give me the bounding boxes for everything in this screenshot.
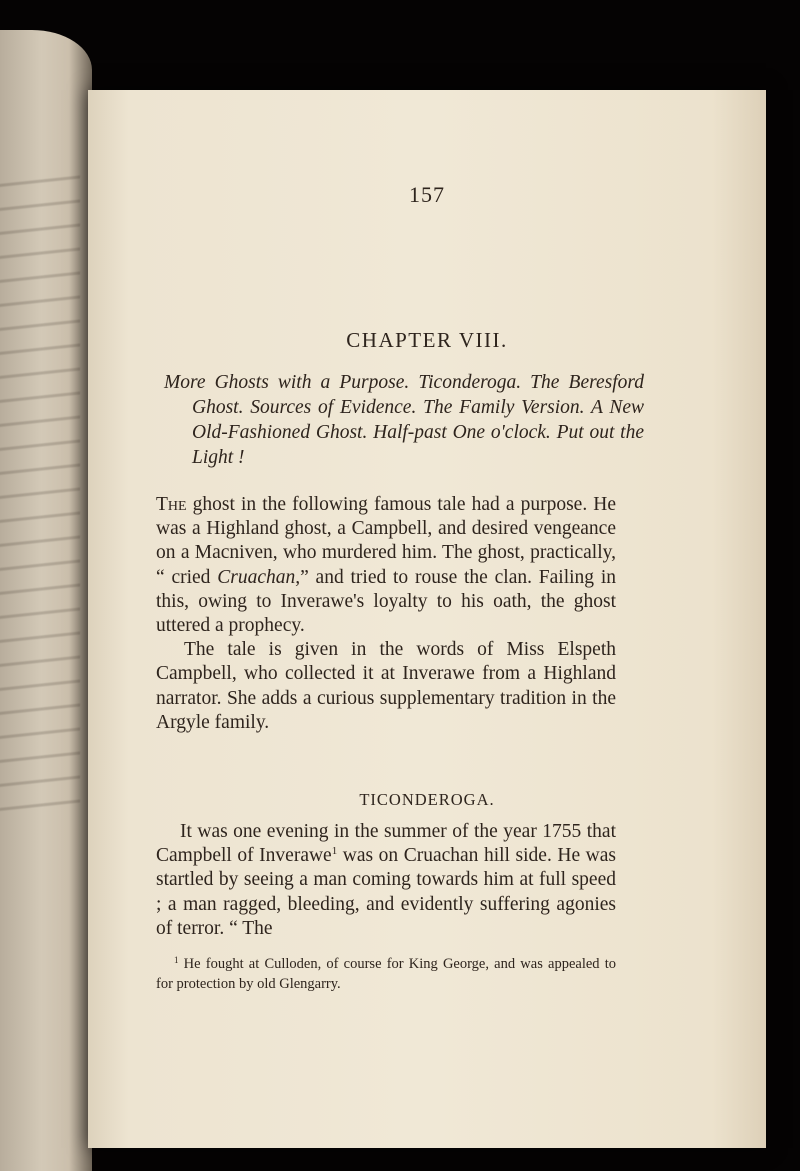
paragraph-1-text: ghost in the following famous tale had a purpose. He was a Highland ghost, a Campbell, and desired vengeance on a Macniven, who murdered him. The ghost, practically, “ cried <box>156 494 616 588</box>
section-paragraph-start: It was one evening in the summer of the year 1755 that Campbell of Inverawe <box>156 821 616 867</box>
footnote-text: He fought at Culloden, of course for King George, and was appealed to for protection by old Glengarry. <box>156 956 616 992</box>
facing-page-text-blur <box>0 175 80 824</box>
facing-page-edge <box>0 30 92 1171</box>
footnote-number: 1 <box>174 955 179 965</box>
chapter-summary: More Ghosts with a Purpose. Ticonderoga. The Beresford Ghost. Sources of Evidence. The Family Version. A New Old-Fashioned Ghost. Half-past One o'clock. Put out the Light ! <box>164 372 644 468</box>
footnote <box>156 954 616 994</box>
paragraph-lead-word: The <box>156 494 187 515</box>
body-text <box>156 493 616 735</box>
footnote-reference: 1 <box>331 845 338 858</box>
section-paragraph <box>156 820 616 941</box>
section-heading: TICONDEROGA. <box>359 790 495 809</box>
paragraph-1 <box>156 493 616 638</box>
chapter-title: CHAPTER VIII. <box>346 328 508 352</box>
section-paragraph-end: was on Cruachan hill side. He was startled by seeing a man coming towards him at full speed ; a man ragged, bleeding, and evidently suffering agonies of terror. “ The <box>156 845 616 939</box>
cruachan-italic: Cruachan, <box>217 566 301 588</box>
paragraph-1-end: ” and tried to rouse the clan. Failing in this, owing to Inverawe's loyalty to his oath, the ghost uttered a prophecy. <box>156 566 616 637</box>
paragraph-2: The tale is given in the words of Miss Elspeth Campbell, who collected it at Inverawe from a Highland narrator. She adds a curious supplementary tradition in the Argyle family. <box>156 639 616 733</box>
page-number: 157 <box>409 182 445 207</box>
book-page <box>88 90 766 1148</box>
